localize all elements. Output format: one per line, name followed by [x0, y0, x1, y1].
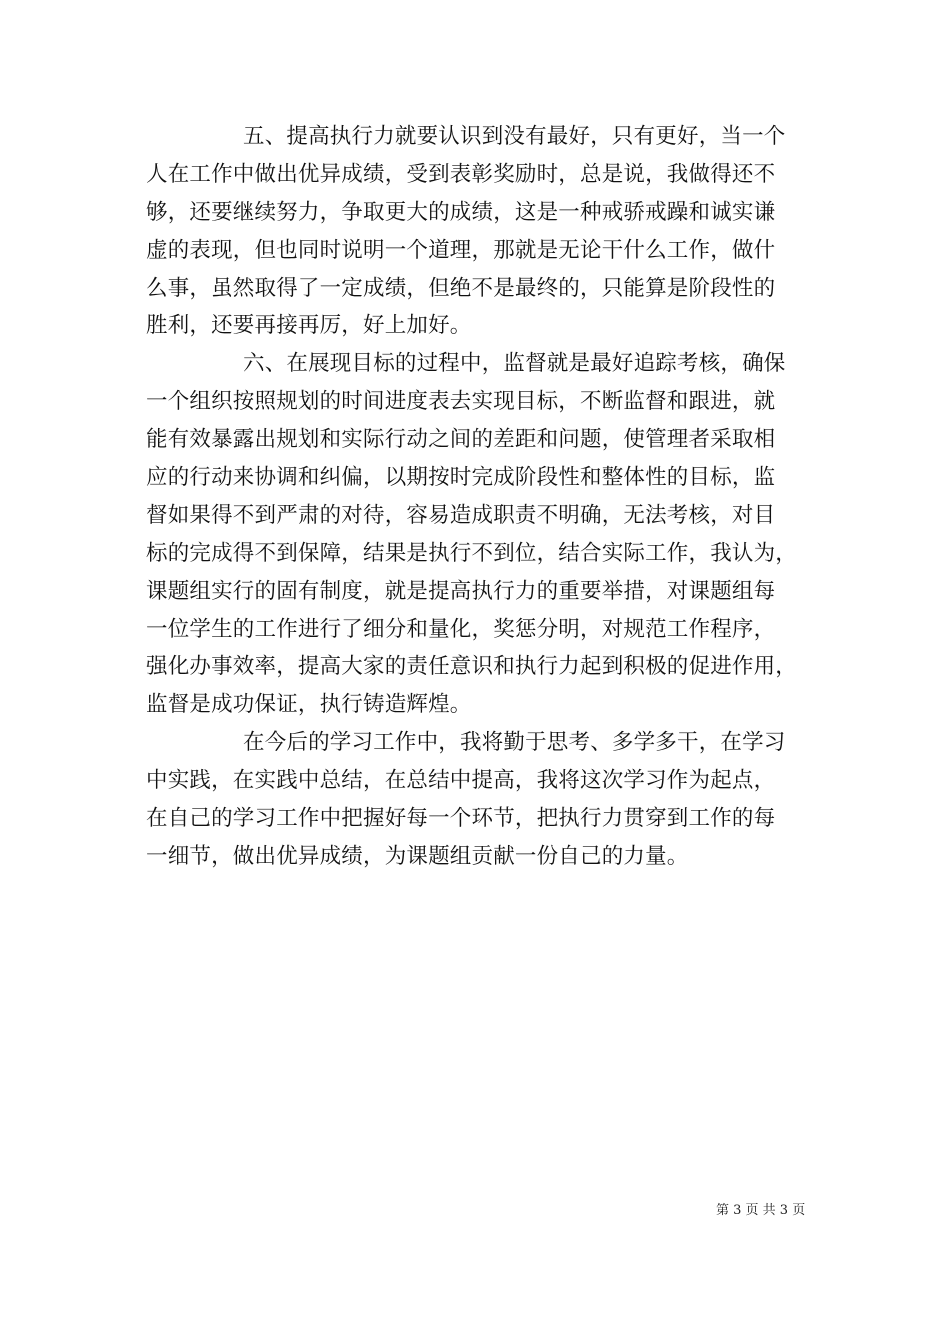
paragraph-line: 一个组织按照规划的时间进度表去实现目标，不断监督和跟进，就 — [146, 389, 776, 415]
paragraph-line: 一细节，做出优异成绩，为课题组贡献一份自己的力量。 — [146, 843, 689, 869]
paragraph-line: 标的完成得不到保障，结果是执行不到位，结合实际工作，我认为， — [146, 540, 798, 566]
paragraph-line: 么事，虽然取得了一定成绩，但绝不是最终的，只能算是阶段性的 — [146, 275, 776, 301]
paragraph-line: 应的行动来协调和纠偏，以期按时完成阶段性和整体性的目标，监 — [146, 465, 776, 491]
paragraph-line: 课题组实行的固有制度，就是提高执行力的重要举措，对课题组每 — [146, 578, 776, 604]
paragraph-conclusion — [146, 724, 810, 876]
paragraph-six — [146, 345, 810, 724]
document-body — [146, 118, 810, 876]
paragraph-line: 够，还要继续努力，争取更大的成绩，这是一种戒骄戒躁和诚实谦 — [146, 199, 776, 225]
paragraph-line: 中实践，在实践中总结，在总结中提高，我将这次学习作为起点， — [146, 768, 776, 794]
paragraph-line: 五、提高执行力就要认识到没有最好，只有更好，当一个 — [243, 124, 786, 149]
paragraph-line: 强化办事效率，提高大家的责任意识和执行力起到积极的促进作用， — [146, 654, 798, 680]
paragraph-line: 胜利，还要再接再厉，好上加好。 — [146, 313, 472, 339]
paragraph-line: 六、在展现目标的过程中，监督就是最好追踪考核，确保 — [243, 351, 786, 377]
paragraph-line: 一位学生的工作进行了细分和量化，奖惩分明，对规范工作程序， — [146, 616, 776, 642]
paragraph-line: 人在工作中做出优异成绩，受到表彰奖励时，总是说，我做得还不 — [146, 161, 776, 187]
paragraph-line: 虚的表现，但也同时说明一个道理，那就是无论干什么工作，做什 — [146, 237, 776, 263]
paragraph-line: 能有效暴露出规划和实际行动之间的差距和问题，使管理者采取相 — [146, 427, 776, 453]
paragraph-line: 在自己的学习工作中把握好每一个环节，把执行力贯穿到工作的每 — [146, 806, 776, 832]
paragraph-line: 在今后的学习工作中，我将勤于思考、多学多干，在学习 — [243, 730, 786, 756]
paragraph-line: 监督是成功保证，执行铸造辉煌。 — [146, 692, 472, 718]
paragraph-five — [146, 118, 810, 345]
page-number-footer: 第 3 页 共 3 页 — [716, 1203, 806, 1218]
paragraph-line: 督如果得不到严肃的对待，容易造成职责不明确，无法考核，对目 — [146, 502, 776, 528]
